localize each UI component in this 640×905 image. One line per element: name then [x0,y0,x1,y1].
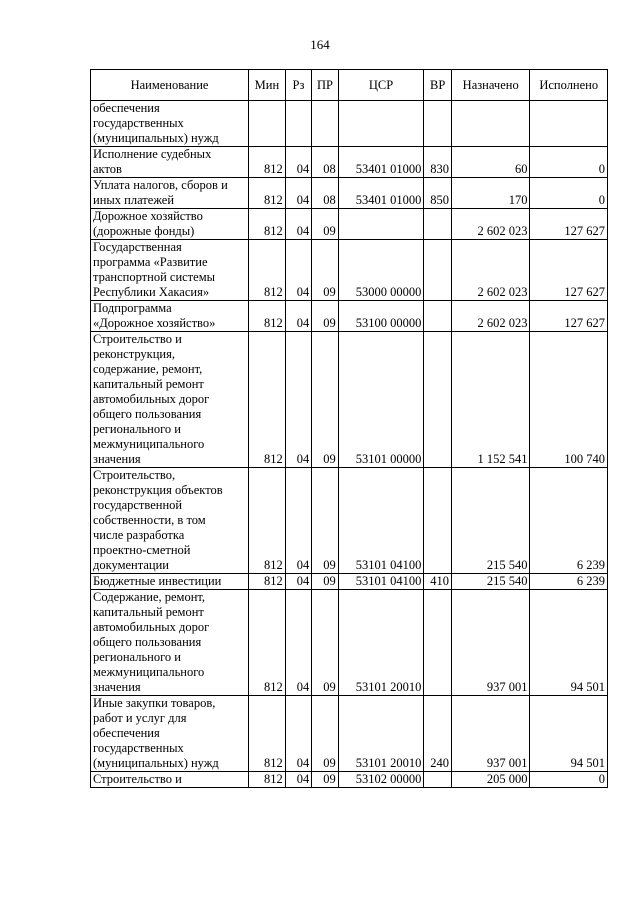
min-cell: 812 [249,147,286,178]
rz-cell: 04 [285,209,312,240]
table-row [91,468,608,574]
vr-cell [424,468,452,574]
name-cell: обеспечения государственных (муниципальных) нужд [91,101,249,147]
csr-cell [338,209,424,240]
assigned-cell [451,101,530,147]
rz-cell: 04 [285,332,312,468]
table-body [91,101,608,788]
pr-cell: 09 [312,301,339,332]
pr-cell: 08 [312,178,339,209]
pr-cell: 09 [312,332,339,468]
executed-cell: 94 501 [530,696,608,772]
table-row [91,240,608,301]
rz-cell: 04 [285,574,312,590]
min-cell: 812 [249,590,286,696]
assigned-cell: 1 152 541 [451,332,530,468]
header-csr: ЦСР [338,70,424,101]
rz-cell: 04 [285,301,312,332]
assigned-cell: 2 602 023 [451,240,530,301]
rz-cell: 04 [285,178,312,209]
assigned-cell: 937 001 [451,696,530,772]
min-cell: 812 [249,772,286,788]
name-cell: Иные закупки товаров, работ и услуг для обеспечения государственных (муниципальных) нужд [91,696,249,772]
table-row [91,332,608,468]
min-cell: 812 [249,178,286,209]
header-pr: ПР [312,70,339,101]
assigned-cell: 215 540 [451,468,530,574]
min-cell: 812 [249,240,286,301]
assigned-cell: 937 001 [451,590,530,696]
csr-cell: 53401 01000 [338,147,424,178]
table-row [91,590,608,696]
pr-cell: 09 [312,574,339,590]
table-row [91,772,608,788]
assigned-cell: 60 [451,147,530,178]
executed-cell: 94 501 [530,590,608,696]
vr-cell: 240 [424,696,452,772]
assigned-cell: 170 [451,178,530,209]
pr-cell: 09 [312,209,339,240]
assigned-cell: 205 000 [451,772,530,788]
min-cell: 812 [249,332,286,468]
name-cell: Исполнение судебных актов [91,147,249,178]
min-cell [249,101,286,147]
header-min: Мин [249,70,286,101]
header-name: Наименование [91,70,249,101]
assigned-cell: 2 602 023 [451,301,530,332]
pr-cell: 09 [312,468,339,574]
vr-cell: 410 [424,574,452,590]
table-row [91,147,608,178]
vr-cell [424,101,452,147]
min-cell: 812 [249,468,286,574]
table-row [91,301,608,332]
table-row [91,178,608,209]
csr-cell: 53101 20010 [338,590,424,696]
csr-cell: 53000 00000 [338,240,424,301]
pr-cell: 08 [312,147,339,178]
min-cell: 812 [249,301,286,332]
rz-cell: 04 [285,772,312,788]
vr-cell [424,772,452,788]
vr-cell: 850 [424,178,452,209]
name-cell: Содержание, ремонт, капитальный ремонт автомобильных дорог общего пользования регионального и межмуниципального значения [91,590,249,696]
name-cell: Строительство и реконструкция, содержание, ремонт, капитальный ремонт автомобильных дорог общего пользования регионального и межмуниципального значения [91,332,249,468]
csr-cell: 53401 01000 [338,178,424,209]
pr-cell [312,101,339,147]
csr-cell [338,101,424,147]
name-cell: Подпрограмма «Дорожное хозяйство» [91,301,249,332]
executed-cell: 100 740 [530,332,608,468]
csr-cell: 53101 20010 [338,696,424,772]
csr-cell: 53101 04100 [338,468,424,574]
executed-cell: 0 [530,178,608,209]
header-assigned: Назначено [451,70,530,101]
vr-cell [424,240,452,301]
csr-cell: 53100 00000 [338,301,424,332]
name-cell: Дорожное хозяйство (дорожные фонды) [91,209,249,240]
vr-cell [424,590,452,696]
executed-cell: 127 627 [530,301,608,332]
executed-cell: 6 239 [530,468,608,574]
table-row [91,101,608,147]
name-cell: Государственная программа «Развитие транспортной системы Республики Хакасия» [91,240,249,301]
header-executed: Исполнено [530,70,608,101]
name-cell: Строительство и [91,772,249,788]
rz-cell: 04 [285,468,312,574]
csr-cell: 53101 00000 [338,332,424,468]
pr-cell: 09 [312,240,339,301]
executed-cell: 6 239 [530,574,608,590]
name-cell: Бюджетные инвестиции [91,574,249,590]
page-number: 164 [310,37,330,52]
table-header-row [91,70,608,101]
table-row [91,209,608,240]
assigned-cell: 215 540 [451,574,530,590]
min-cell: 812 [249,696,286,772]
executed-cell: 127 627 [530,209,608,240]
rz-cell: 04 [285,590,312,696]
min-cell: 812 [249,574,286,590]
header-vr: ВР [424,70,452,101]
executed-cell [530,101,608,147]
table-row [91,696,608,772]
table-row [91,574,608,590]
header-rz: Рз [285,70,312,101]
executed-cell: 0 [530,772,608,788]
pr-cell: 09 [312,772,339,788]
assigned-cell: 2 602 023 [451,209,530,240]
executed-cell: 127 627 [530,240,608,301]
vr-cell [424,301,452,332]
rz-cell: 04 [285,147,312,178]
rz-cell: 04 [285,240,312,301]
budget-table [90,69,608,788]
pr-cell: 09 [312,590,339,696]
pr-cell: 09 [312,696,339,772]
rz-cell: 04 [285,696,312,772]
name-cell: Строительство, реконструкция объектов государственной собственности, в том числе разработка проектно-сметной документации [91,468,249,574]
executed-cell: 0 [530,147,608,178]
vr-cell [424,332,452,468]
csr-cell: 53102 00000 [338,772,424,788]
csr-cell: 53101 04100 [338,574,424,590]
vr-cell [424,209,452,240]
min-cell: 812 [249,209,286,240]
rz-cell [285,101,312,147]
name-cell: Уплата налогов, сборов и иных платежей [91,178,249,209]
vr-cell: 830 [424,147,452,178]
